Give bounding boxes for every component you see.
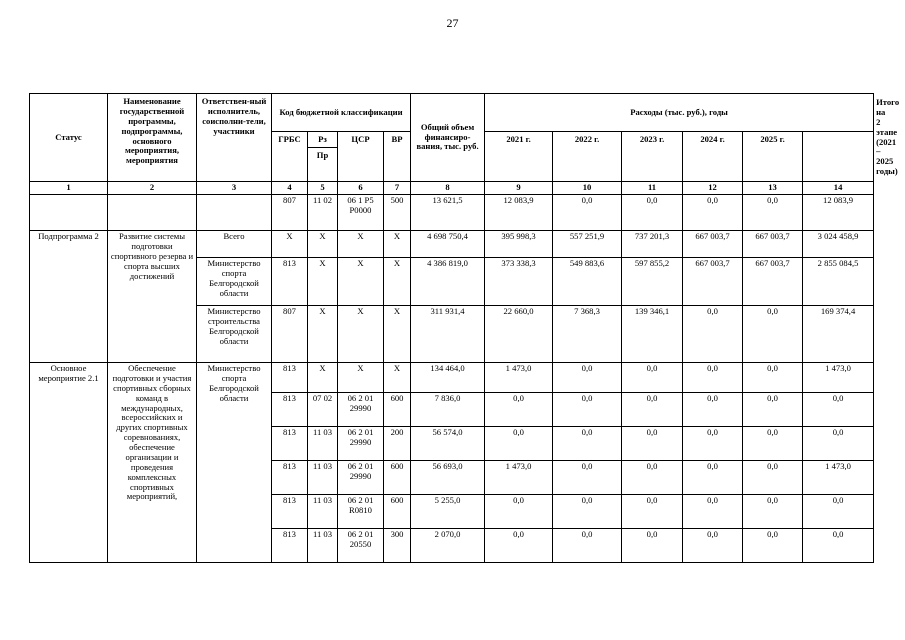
column-number-row [30, 182, 874, 195]
y2025-cell: 667 003,7 [743, 258, 803, 306]
itogo-cell: 1 473,0 [803, 461, 874, 495]
csr-cell: 06 2 01 29990 [338, 427, 384, 461]
total-cell: 56 693,0 [411, 461, 485, 495]
y2022-cell: 0,0 [553, 363, 622, 393]
y2022-cell: 0,0 [553, 461, 622, 495]
vr-cell: X [384, 231, 411, 258]
csr-cell: X [338, 306, 384, 363]
vr-cell: 600 [384, 495, 411, 529]
y2021-cell: 1 473,0 [485, 363, 553, 393]
csr-cell: X [338, 363, 384, 393]
column-number: 13 [743, 182, 803, 195]
y2021-cell: 1 473,0 [485, 461, 553, 495]
y2023-cell: 0,0 [622, 529, 683, 563]
grbs-cell: 813 [272, 258, 308, 306]
total-cell: 4 386 819,0 [411, 258, 485, 306]
grbs-cell: 813 [272, 529, 308, 563]
y2023-cell: 0,0 [622, 427, 683, 461]
y2023-cell: 139 346,1 [622, 306, 683, 363]
itogo-cell: 0,0 [803, 529, 874, 563]
y2022-cell: 549 883,6 [553, 258, 622, 306]
column-number: 10 [553, 182, 622, 195]
status-cell: Подпрограмма 2 [30, 231, 108, 363]
column-number: 2 [108, 182, 197, 195]
column-number: 14 [803, 182, 874, 195]
header-executor: Ответствен-ный исполнитель, соисполни-тели, участники [197, 94, 272, 182]
grbs-cell: X [272, 231, 308, 258]
y2024-cell: 0,0 [683, 461, 743, 495]
itogo-cell: 169 374,4 [803, 306, 874, 363]
itogo-cell: 3 024 458,9 [803, 231, 874, 258]
total-cell: 4 698 750,4 [411, 231, 485, 258]
grbs-cell: 813 [272, 393, 308, 427]
column-number: 3 [197, 182, 272, 195]
header-2022: 2022 г. [553, 132, 622, 182]
executor-cell: Министерство спорта Белгородской области [197, 363, 272, 563]
column-number: 7 [384, 182, 411, 195]
table-row [30, 363, 874, 393]
executor-cell: Всего [197, 231, 272, 258]
header-rz: Рз [308, 132, 338, 148]
itogo-cell: 0,0 [803, 495, 874, 529]
header-vr: ВР [384, 132, 411, 182]
y2024-cell: 667 003,7 [683, 231, 743, 258]
total-cell: 56 574,0 [411, 427, 485, 461]
header-grbs: ГРБС [272, 132, 308, 182]
column-number: 4 [272, 182, 308, 195]
grbs-cell: 807 [272, 195, 308, 231]
total-cell: 2 070,0 [411, 529, 485, 563]
y2024-cell: 0,0 [683, 363, 743, 393]
vr-cell: 200 [384, 427, 411, 461]
name-cell: Развитие системы подготовки спортивного резерва и спорта высших достижений [108, 231, 197, 363]
executor-cell: Министерство спорта Белгородской области [197, 258, 272, 306]
csr-cell: 06 2 01 R0810 [338, 495, 384, 529]
vr-cell: 600 [384, 461, 411, 495]
header-csr: ЦСР [338, 132, 384, 182]
total-cell: 5 255,0 [411, 495, 485, 529]
y2023-cell: 0,0 [622, 363, 683, 393]
rzpr-cell: X [308, 306, 338, 363]
csr-cell: 06 1 P5 P0000 [338, 195, 384, 231]
executor-cell-empty [197, 195, 272, 231]
grbs-cell: 807 [272, 306, 308, 363]
column-number: 5 [308, 182, 338, 195]
y2025-cell: 0,0 [743, 529, 803, 563]
rzpr-cell: 11 03 [308, 427, 338, 461]
csr-cell: X [338, 258, 384, 306]
header-budget-code: Код бюджетной классификации [272, 94, 411, 132]
y2024-cell: 0,0 [683, 306, 743, 363]
y2025-cell: 0,0 [743, 393, 803, 427]
page-number: 27 [446, 16, 459, 30]
csr-cell: 06 2 01 29990 [338, 393, 384, 427]
rzpr-cell: 11 03 [308, 461, 338, 495]
grbs-cell: 813 [272, 461, 308, 495]
y2024-cell: 0,0 [683, 495, 743, 529]
vr-cell: 500 [384, 195, 411, 231]
rzpr-cell: X [308, 363, 338, 393]
y2025-cell: 0,0 [743, 461, 803, 495]
rzpr-cell: 07 02 [308, 393, 338, 427]
rzpr-cell: X [308, 258, 338, 306]
y2024-cell: 667 003,7 [683, 258, 743, 306]
y2025-cell: 0,0 [743, 363, 803, 393]
y2025-cell: 0,0 [743, 306, 803, 363]
y2025-cell: 0,0 [743, 495, 803, 529]
column-number: 12 [683, 182, 743, 195]
y2022-cell: 0,0 [553, 427, 622, 461]
header-total-funding: Общий объем финансиро-вания, тыс. руб. [411, 94, 485, 182]
header-2023: 2023 г. [622, 132, 683, 182]
y2022-cell: 557 251,9 [553, 231, 622, 258]
grbs-cell: 813 [272, 495, 308, 529]
total-cell: 311 931,4 [411, 306, 485, 363]
y2024-cell: 0,0 [683, 195, 743, 231]
header-expenses: Расходы (тыс. руб.), годы [485, 94, 874, 132]
y2021-cell: 373 338,3 [485, 258, 553, 306]
executor-cell: Министерство строительства Белгородской области [197, 306, 272, 363]
y2025-cell: 667 003,7 [743, 231, 803, 258]
csr-cell: 06 2 01 29990 [338, 461, 384, 495]
y2021-cell: 0,0 [485, 427, 553, 461]
grbs-cell: 813 [272, 427, 308, 461]
itogo-cell: 2 855 084,5 [803, 258, 874, 306]
status-cell: Основное мероприятие 2.1 [30, 363, 108, 563]
column-number: 8 [411, 182, 485, 195]
y2022-cell: 7 368,3 [553, 306, 622, 363]
column-number: 11 [622, 182, 683, 195]
y2024-cell: 0,0 [683, 529, 743, 563]
rzpr-cell: 11 03 [308, 529, 338, 563]
csr-cell: X [338, 231, 384, 258]
rzpr-cell: X [308, 231, 338, 258]
y2021-cell: 12 083,9 [485, 195, 553, 231]
header-2021: 2021 г. [485, 132, 553, 182]
y2021-cell: 0,0 [485, 393, 553, 427]
column-number: 6 [338, 182, 384, 195]
total-cell: 134 464,0 [411, 363, 485, 393]
y2023-cell: 0,0 [622, 461, 683, 495]
header-pr: Пр [308, 148, 338, 182]
vr-cell: X [384, 363, 411, 393]
csr-cell: 06 2 01 20550 [338, 529, 384, 563]
rzpr-cell: 11 03 [308, 495, 338, 529]
y2024-cell: 0,0 [683, 393, 743, 427]
total-cell: 7 836,0 [411, 393, 485, 427]
y2021-cell: 395 998,3 [485, 231, 553, 258]
y2023-cell: 597 855,2 [622, 258, 683, 306]
header-2025: 2025 г. [743, 132, 803, 182]
y2023-cell: 0,0 [622, 195, 683, 231]
column-number: 9 [485, 182, 553, 195]
vr-cell: 300 [384, 529, 411, 563]
itogo-cell: 0,0 [803, 393, 874, 427]
y2023-cell: 737 201,3 [622, 231, 683, 258]
status-cell-empty [30, 195, 108, 231]
y2022-cell: 0,0 [553, 529, 622, 563]
name-cell: Обеспечение подготовки и участия спортивных сборных команд в международных, всероссийских и других спортивных соревнованиях, обеспечение организации и проведения комплексных спортивных мероприятий, [108, 363, 197, 563]
y2025-cell: 0,0 [743, 427, 803, 461]
vr-cell: 600 [384, 393, 411, 427]
budget-table: Статус Наименование государственной программы, подпрограммы, основного мероприятия, мероприятия Ответствен-ный исполнитель, соисполни-тели, участники Код бюджетной классификации Общий объем финансиро-вания, тыс. руб. Расходы (тыс. руб.), годы Итого на 2 этапе (2021 – 2025 годы) ГРБС Рз ЦСР ВР 2021 г. 2022 г. 2023 г. 2024 г. 2025 г. Пр 1 2 3 4 5 6 7 8 9 10 11 12 13 14 807 11 02 06 1 P5 P0000 500 13 621,5 12 083,9 0,0 0,0 0,0 0,0 12 083,9 Подпрограмма 2 Развитие системы подготовки спортивного резерва и спорта высших достижений Всего X X X X 4 698 750,4 395 998,3 557 251,9 737 201,3 667 003,7 667 003,7 3 024 458,9 Министерство спорта Белгородской области 813 X X X 4 386 819,0 373 338,3 549 883,6 597 855,2 667 003,7 667 003,7 2 855 084,5 Министерство строительства Белгородской области 807 X X X 311 931,4 22 660,0 7 368,3 139 346,1 0,0 0,0 169 374,4 Основное мероприятие 2.1 Обеспечение подготовки и участия спортивных сборных команд в международных, всероссийских и других спортивных соревнованиях, обеспечение организации и проведения комплексных спортивных мероприятий, Министерство спорта Белгородской области 813 X X X 134 464,0 1 473,0 0,0 0,0 0,0 0,0 1 473,0 813 07 02 06 2 01 29990 600 7 836,0 0,0 0,0 0,0 0,0 0,0 0,0 813 11 03 06 2 01 29990 200 56 574,0 0,0 0,0 0,0 0,0 0,0 0,0 813 11 03 06 2 01 29990 600 56 693,0 1 473,0 0,0 0,0 0,0 0,0 1 473,0 813 11 03 06 2 01 R0810 600 5 255,0 0,0 0,0 0,0 0,0 0,0 0,0 813 11 03 06 2 01 20550 300 2 070,0 0,0 0,0 0,0 0,0 0,0 0,0 [29, 93, 874, 563]
y2021-cell: 0,0 [485, 529, 553, 563]
y2022-cell: 0,0 [553, 495, 622, 529]
y2021-cell: 22 660,0 [485, 306, 553, 363]
y2023-cell: 0,0 [622, 393, 683, 427]
table-row [30, 231, 874, 258]
header-status: Статус [30, 94, 108, 182]
header-program-name: Наименование государственной программы, подпрограммы, основного мероприятия, мероприятия [108, 94, 197, 182]
rzpr-cell: 11 02 [308, 195, 338, 231]
grbs-cell: 813 [272, 363, 308, 393]
header-2024: 2024 г. [683, 132, 743, 182]
column-number: 1 [30, 182, 108, 195]
y2025-cell: 0,0 [743, 195, 803, 231]
total-cell: 13 621,5 [411, 195, 485, 231]
itogo-cell: 0,0 [803, 427, 874, 461]
itogo-cell: 12 083,9 [803, 195, 874, 231]
y2024-cell: 0,0 [683, 427, 743, 461]
y2021-cell: 0,0 [485, 495, 553, 529]
y2022-cell: 0,0 [553, 393, 622, 427]
vr-cell: X [384, 306, 411, 363]
y2023-cell: 0,0 [622, 495, 683, 529]
itogo-cell: 1 473,0 [803, 363, 874, 393]
vr-cell: X [384, 258, 411, 306]
name-cell-empty [108, 195, 197, 231]
y2022-cell: 0,0 [553, 195, 622, 231]
table-row [30, 195, 874, 231]
